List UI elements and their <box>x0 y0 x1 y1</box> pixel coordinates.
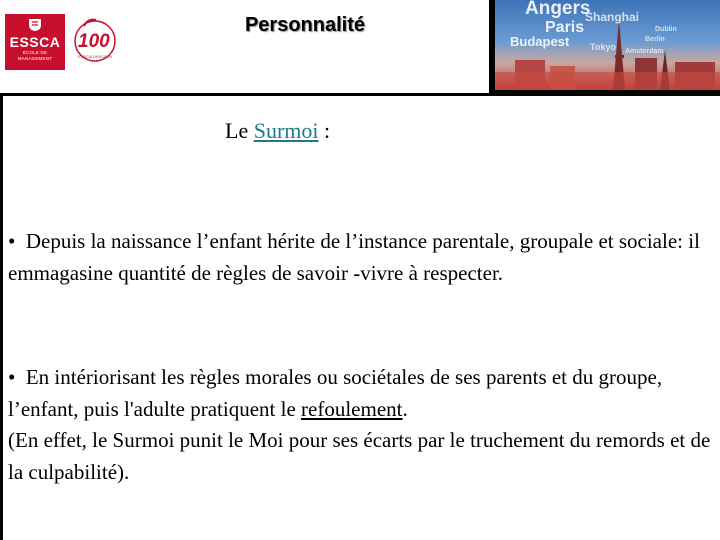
essca-logo-tagline: ÉCOLE DE MANAGEMENT <box>17 50 53 61</box>
banner-city-amsterdam: Amsterdam <box>625 48 664 55</box>
banner-city-tokyo: Tokyo <box>590 42 616 52</box>
subtitle-prefix: Le <box>225 118 254 143</box>
page-title: Personnalité <box>244 14 366 36</box>
bullet-text: Depuis la naissance l’enfant hérite de l’instance parentale, groupale et sociale: il emmagasine quantité de règles de savoir -vivre à respecter. <box>8 229 700 285</box>
bullet-paragraph-2 <box>8 362 716 488</box>
bullet-text-end: . <box>402 396 408 421</box>
slide-subtitle <box>225 118 330 144</box>
banner-photo <box>495 0 720 90</box>
banner-city-angers: Angers <box>525 0 591 19</box>
underlined-term: refoulement <box>301 396 403 421</box>
centenary-number: 100 <box>78 31 110 52</box>
essca-logo-name: ESSCA <box>9 34 61 50</box>
parenthetical-note: (En effet, le Surmoi punit le Moi pour ses écarts par le truchement du remords et de la culpabilité). <box>8 428 711 484</box>
slide-header <box>0 0 720 92</box>
subtitle-suffix: : <box>318 118 331 143</box>
centenary-tagline: ESSCA 1909-2009 <box>78 54 112 59</box>
centenary-logo <box>70 14 120 70</box>
bullet-marker: • <box>8 365 16 389</box>
banner-photo-frame <box>489 0 720 93</box>
banner-city-dublin: Dublin <box>655 26 677 33</box>
subtitle-keyword: Surmoi <box>253 118 319 143</box>
banner-city-shanghai: Shanghai <box>585 10 640 24</box>
bullet-paragraph-1 <box>8 226 716 289</box>
banner-city-budapest: Budapest <box>510 34 570 49</box>
bullet-text: En intériorisant les règles morales ou sociétales de ses parents et du groupe, l’enfant, puis l'adulte pratiquent le <box>8 365 663 421</box>
essca-logo <box>5 14 65 70</box>
crest-icon <box>27 18 43 32</box>
bullet-marker: • <box>8 229 16 253</box>
banner-city-berlin: Berlin <box>645 36 665 43</box>
banner-city-paris: Paris <box>545 19 585 36</box>
